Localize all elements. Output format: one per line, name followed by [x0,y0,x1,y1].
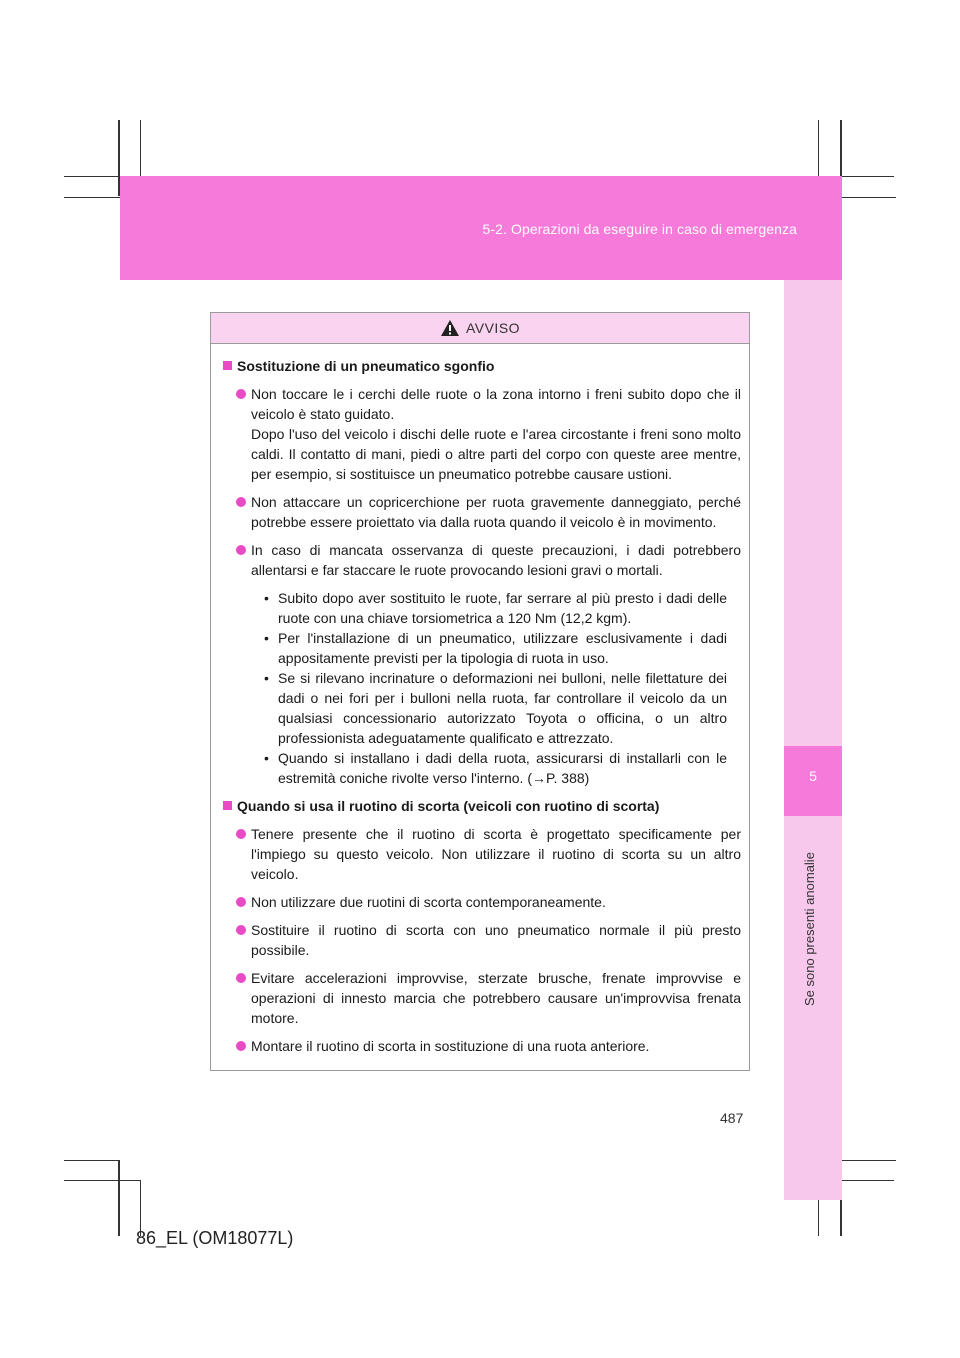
crop-mark [118,1160,120,1236]
crop-mark [64,1160,120,1161]
warning-box [210,312,750,1071]
item-text: Non toccare le i cerchi delle ruote o la zona intorno i freni subito dopo che il veicolo è stato guidato. [251,386,741,422]
list-item [223,920,741,960]
round-bullet-icon [236,829,246,839]
bullet-icon: • [264,590,269,606]
item-text: Non utilizzare due ruotini di scorta contemporaneamente. [251,894,606,910]
list-item [223,968,741,1028]
item-text: Montare il ruotino di scorta in sostituzione di una ruota anteriore. [251,1038,650,1054]
warning-content [211,344,749,1056]
round-bullet-icon [236,545,246,555]
list-item [223,1036,741,1056]
item-text: Sostituire il ruotino di scorta con uno pneumatico normale il più presto possibile. [251,922,741,958]
round-bullet-icon [236,497,246,507]
list-item [223,492,741,532]
square-bullet-icon [223,361,232,370]
item-text: Non attaccare un copricerchione per ruota gravemente danneggiato, perché potrebbe essere proiettato via dalla ruota quando il veicolo è in movimento. [251,494,741,530]
warning-triangle-icon [440,319,460,337]
list-item [223,892,741,912]
section-heading: Quando si usa il ruotino di scorta (veicoli con ruotino di scorta) [223,796,741,816]
section-heading: Sostituzione di un pneumatico sgonfio [223,356,741,376]
sub-list-item: • Se si rilevano incrinature o deformazioni nei bulloni, nelle filettature dei dadi o nei fori per i bulloni nella ruota, far controllare il veicolo da un qualsiasi concessionario autorizzato Toyota o officina, o un altro professionista adeguatamente qualificato e attrezzato. [264,670,727,746]
bullet-icon: • [264,630,269,646]
round-bullet-icon [236,1041,246,1051]
list-item [223,540,741,580]
crop-mark [840,1160,896,1161]
crop-mark [840,197,896,198]
round-bullet-icon [236,973,246,983]
warning-title: AVVISO [465,320,521,336]
list-item [223,824,741,884]
item-text: Tenere presente che il ruotino di scorta è progettato specificamente per l'impiego su questo veicolo. Non utilizzare il ruotino di scorta su un altro veicolo. [251,826,741,882]
square-bullet-icon [223,801,232,810]
item-text: Evitare accelerazioni improvvise, sterzate brusche, frenate improvvise e operazioni di innesto marcia che potrebbero causare un'improvvisa frenata motore. [251,970,741,1026]
sub-list-item: • Subito dopo aver sostituito le ruote, far serrare al più presto i dadi delle ruote con una chiave torsiometrica a 120 Nm (12,2 kgm). [264,590,727,626]
chapter-sidebar [784,280,842,1200]
round-bullet-icon [236,389,246,399]
sub-list-item: • Quando si installano i dadi della ruota, assicurarsi di installarli con le estremità coniche rivolte verso l'interno. (→P. 388) [264,750,727,786]
bullet-icon: • [264,750,269,766]
round-bullet-icon [236,897,246,907]
sub-list-item: • Per l'installazione di un pneumatico, utilizzare esclusivamente i dadi appositamente previsti per la tipologia di ruota in uso. [264,630,727,666]
item-text: Dopo l'uso del veicolo i dischi delle ruote e l'area circostante i freni sono molto caldi. Il contatto di mani, piedi o altre parti del corpo con queste aree mentre, per esempio, si sostituisce un pneumatico potrebbe causare ustioni. [251,426,741,482]
page-number: 487 [720,1110,744,1126]
round-bullet-icon [236,925,246,935]
list-item [223,384,741,484]
section-header-band [120,176,842,280]
warning-box-header [211,313,749,344]
item-text: In caso di mancata osservanza di queste precauzioni, i dadi potrebbero allentarsi e far staccare le ruote provocando lesioni gravi o mortali. [251,542,741,578]
chapter-number: 5 [809,768,817,784]
section-header-title: 5-2. Operazioni da eseguire in caso di emergenza [482,221,797,237]
crop-mark [64,1180,140,1181]
bullet-icon: • [264,670,269,686]
crop-mark [64,197,120,198]
chapter-label: Se sono presenti anomalie [802,852,817,1006]
document-code: 86_EL (OM18077L) [136,1228,294,1248]
